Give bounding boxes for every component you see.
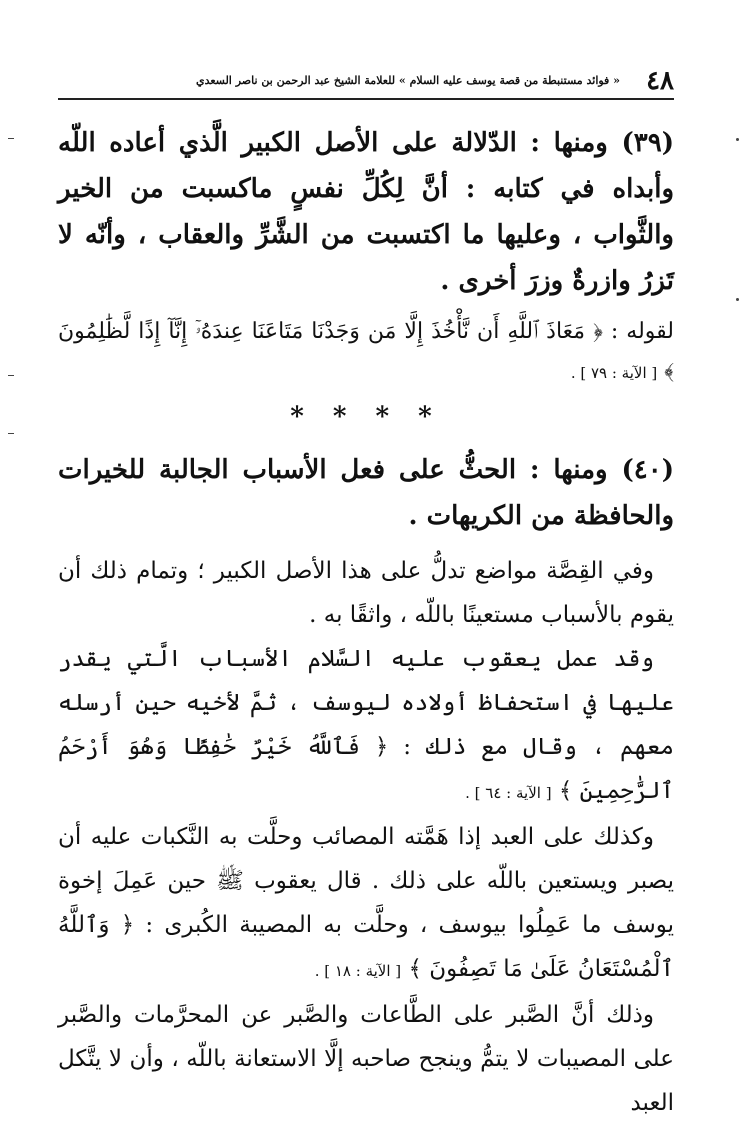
section-39-heading: (٣٩) ومنها : الدّلالة على الأصل الكبير الَّذي أعاده اللّه وأبداه في كتابه : أنَّ لِكُلِّ نفسٍ ماكسبت من الخير والثَّواب ، وعليها ما اكتسبت من الشَّرِّ والعقاب ، وأنّه لا تَزرُ وازرةٌ وزرَ أخرى . — [58, 128, 674, 296]
quran-verse: ﴿ فَٱللَّهُ خَيْرٌ حَٰفِظًا وَهُوَ أَرْحَمُ ٱلرَّٰحِمِينَ ﴾ — [58, 734, 674, 804]
page-header — [58, 60, 674, 100]
page-number: ٤٨ — [646, 66, 674, 96]
running-head: « فوائد مستنبطة من قصة يوسف عليه السلام » للعلامة الشيخ عبد الرحمن بن ناصر السعدي — [195, 74, 621, 87]
verse-citation: [ الآية : ٧٩ ] . — [570, 364, 658, 382]
paragraph-text: وقد عمل يعقوب عليه السَّلام الأسباب الَّتي يقدر عليها في استحفاظ أولاده ليوسف ، ثمَّ لأخيه حين أرسله معهم ، وقال مع ذلك : — [58, 646, 674, 760]
verse-citation: [ الآية : ٦٤ ] . — [465, 784, 552, 802]
section-39-quote — [58, 312, 674, 393]
paragraph — [58, 993, 674, 1125]
paragraph — [58, 549, 674, 637]
paragraph — [58, 637, 674, 815]
page-body — [58, 120, 674, 1125]
paragraph-text: وذلك أنَّ الصَّبر على الطَّاعات والصَّبر عن المحرَّمات والصَّبر على المصيبات لا يتمُّ وينجح صاحبه إلَّا الاستعانة باللّه ، وأن لا يتَّكل العبد — [58, 1002, 674, 1116]
quran-verse: ﴿ مَعَاذَ ٱللَّهِ أَن نَّأْخُذَ إِلَّا مَن وَجَدْنَا مَتَاعَنَا عِندَهُۥٓ إِنَّآ إِذًا لَّظَٰلِمُونَ ﴾ — [58, 319, 674, 384]
margin-dot — [736, 298, 739, 301]
margin-tick — [8, 375, 14, 376]
section-40-heading: (٤٠) ومنها : الحثُّ على فعل الأسباب الجالبة للخيرات والحافظة من الكريهات . — [58, 455, 674, 531]
margin-tick — [8, 138, 14, 139]
quote-intro: لقوله : — [610, 319, 674, 344]
quran-verse: ﴿ وَٱللَّهُ ٱلْمُسْتَعَانُ عَلَىٰ مَا تَصِفُونَ ﴾ — [58, 912, 674, 982]
verse-citation: [ الآية : ١٨ ] . — [314, 962, 402, 980]
paragraph — [58, 815, 674, 993]
paragraph-text: وفي القِصَّة مواضع تدلُّ على هذا الأصل الكبير ؛ وتمام ذلك أن يقوم بالأسباب مستعينًا باللّه ، واثقًا به . — [58, 558, 674, 628]
paragraph-text: وكذلك على العبد إذا هَمَّته المصائب وحلَّت به النَّكبات عليه أن يصبر ويستعين باللّه على ذلك . قال يعقوب ﷺ حين عَمِلَ إخوة يوسف ما عَمِلُوا بيوسف ، وحلَّت به المصيبة الكُبرى : — [58, 824, 674, 938]
margin-dot — [736, 138, 739, 141]
margin-tick — [8, 433, 14, 434]
section-separator: * * * * — [290, 402, 442, 432]
header-rule — [58, 98, 674, 100]
